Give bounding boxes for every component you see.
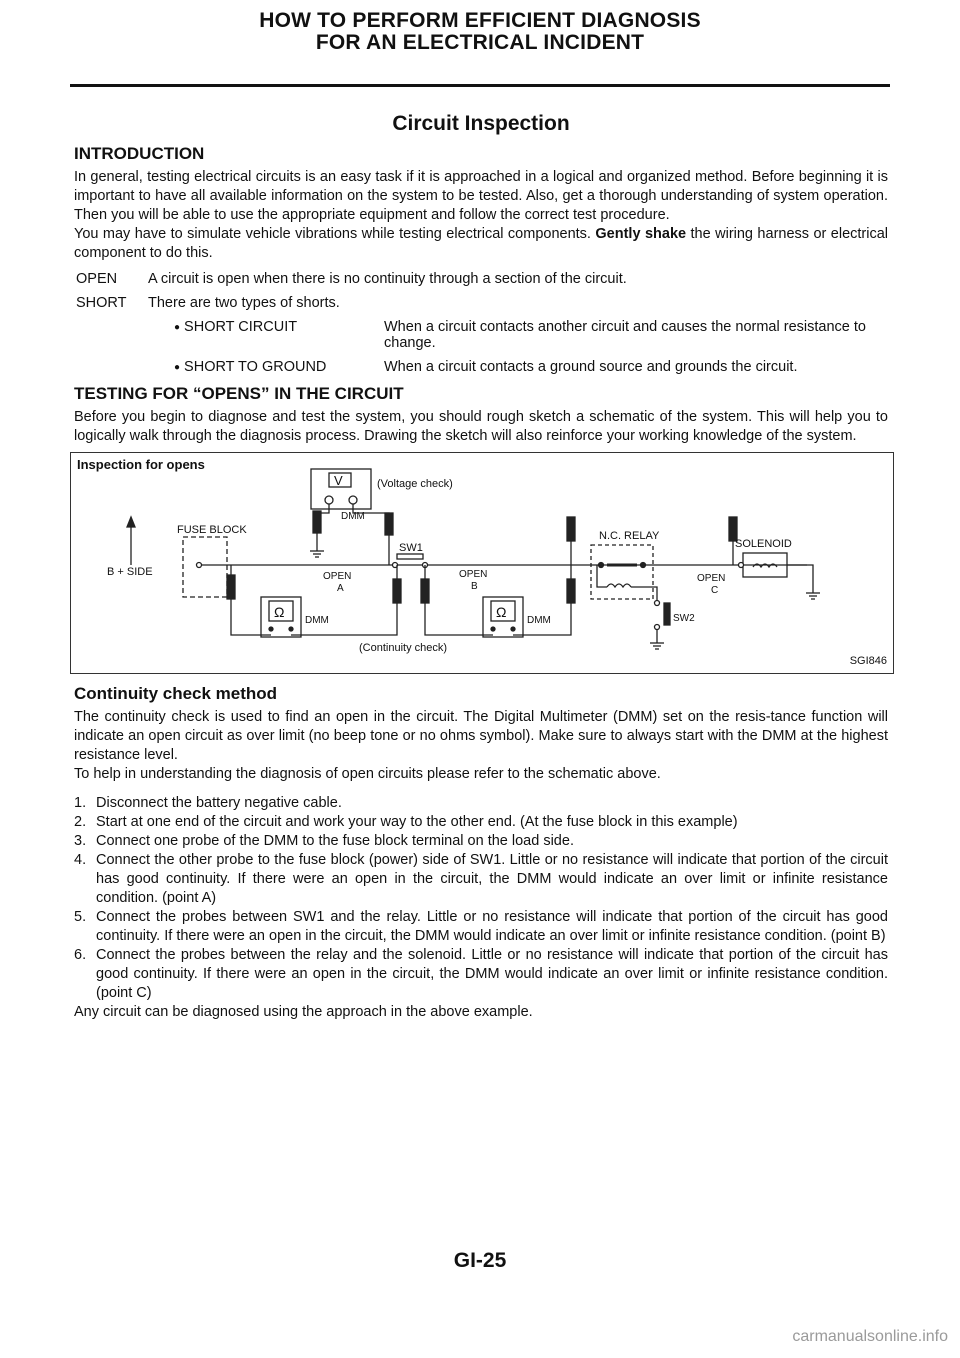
continuity-1-left-lead xyxy=(231,565,271,635)
short-circuit-term: ● SHORT CIRCUIT xyxy=(174,319,384,351)
open-description: A circuit is open when there is no continuity through a section of the circuit. xyxy=(148,271,627,287)
sw1-label: SW1 xyxy=(399,542,423,554)
relay-label: N.C. RELAY xyxy=(599,530,660,542)
testing-opens-paragraph: Before you begin to diagnose and test the system, you should rough sketch a schematic of the system. This will help you to logically walk through the diagnosis process. Drawing the sketch will also reinforce your working knowledge of the system. xyxy=(74,409,888,444)
section-title: Circuit Inspection xyxy=(392,112,570,135)
open-b-label: OPEN xyxy=(459,569,488,580)
relay-input-probe xyxy=(567,517,575,541)
page-number: GI-25 xyxy=(453,1249,507,1272)
page-content xyxy=(74,106,888,1022)
header-line-1: HOW TO PERFORM EFFICIENT DIAGNOSIS xyxy=(259,9,701,32)
sw2-label: SW2 xyxy=(673,613,695,624)
voltage-plus-probe xyxy=(385,513,393,535)
step-number: 6. xyxy=(74,947,87,963)
voltage-check-label: (Voltage check) xyxy=(377,478,453,490)
point-a-label: A xyxy=(337,583,344,594)
point-b-label: B xyxy=(471,581,478,592)
short-circuit-description: When a circuit contacts another circuit and causes the normal resistance to change. xyxy=(384,319,866,351)
inspection-for-opens-figure xyxy=(70,452,894,674)
shake-text-bold: Gently shake xyxy=(595,226,687,242)
fuse-block xyxy=(183,537,227,597)
continuity-heading: Continuity check method xyxy=(74,684,278,703)
open-term: OPEN xyxy=(76,271,118,287)
sw2-contact xyxy=(664,603,670,625)
plus-terminal-icon xyxy=(349,496,357,504)
step-text: Connect one probe of the DMM to the fuse block terminal on the load side. xyxy=(96,833,574,849)
minus-terminal-icon xyxy=(325,496,333,504)
voltage-plus-lead xyxy=(353,504,389,565)
step-number: 4. xyxy=(74,852,87,868)
fuse-terminal xyxy=(197,563,202,568)
continuity-dmm-1-label: DMM xyxy=(305,615,329,626)
definitions xyxy=(76,271,888,376)
voltage-minus-probe xyxy=(313,511,321,533)
step-number: 1. xyxy=(74,795,87,811)
step-text: Connect the probes between the relay and the solenoid. Little or no resistance will indicate that portion of the circuit has good continuity. If there were an open in the circuit, the DMM would indicate an over limit or infinite resistance condition. (point C) xyxy=(96,947,888,1001)
introduction-heading: INTRODUCTION xyxy=(74,144,205,163)
continuity-1-left-probe xyxy=(227,575,235,599)
step-text: Connect the other probe to the fuse block (power) side of SW1. Little or no resistance will indicate that portion of the circuit has good continuity. If there were an open in the circuit, the DMM would indicate an over limit or infinite resistance condition. (point A) xyxy=(96,852,888,906)
continuity-reference-paragraph: To help in understanding the diagnosis of open circuits please refer to the schematic above. xyxy=(74,766,661,782)
ohm-symbol-1: Ω xyxy=(274,604,285,620)
procedure-steps xyxy=(74,794,888,1022)
continuity-2-right-probe xyxy=(567,579,575,603)
open-a-label: OPEN xyxy=(323,571,352,582)
short-to-ground-term: ● SHORT TO GROUND xyxy=(174,359,384,376)
figure-title: Inspection for opens xyxy=(77,457,205,472)
continuity-1-right-probe xyxy=(393,579,401,603)
sw1-switch xyxy=(397,554,423,559)
step-item xyxy=(74,946,888,1003)
ohm-symbol-2: Ω xyxy=(496,604,507,620)
watermark: carmanualsonline.info xyxy=(792,1328,948,1345)
page-header xyxy=(70,10,890,54)
open-c-label: OPEN xyxy=(697,573,726,584)
shake-paragraph xyxy=(74,225,888,263)
short-to-ground-description: When a circuit contacts a ground source and grounds the circuit. xyxy=(384,359,798,375)
continuity-2-left-probe xyxy=(421,579,429,603)
short-term: SHORT xyxy=(76,295,127,311)
circuit-schematic xyxy=(71,453,893,673)
definition-short xyxy=(76,295,888,311)
relay-coil-icon xyxy=(607,584,631,587)
b-plus-arrow-icon xyxy=(127,517,135,527)
closing-paragraph: Any circuit can be diagnosed using the approach in the above example. xyxy=(74,1004,533,1020)
step-text: Start at one end of the circuit and work your way to the other end. (At the fuse block in this example) xyxy=(96,814,738,830)
continuity-dmm-2-label: DMM xyxy=(527,615,551,626)
step-text: Connect the probes between SW1 and the relay. Little or no resistance will indicate that portion of the circuit has good continuity. If there were an open in the circuit, the DMM would indicate an over limit or infinite resistance condition. (point B) xyxy=(96,909,888,944)
step-item xyxy=(74,813,888,832)
sw2-terminal-a xyxy=(655,601,660,606)
step-number: 2. xyxy=(74,814,87,830)
shake-text-end: the wiring harness or electrical component to do this. xyxy=(74,226,889,261)
voltage-v-symbol: V xyxy=(334,473,343,488)
figure-code: SGI846 xyxy=(849,655,887,667)
definition-short-circuit xyxy=(174,319,888,351)
b-plus-side-label: B + SIDE xyxy=(107,566,153,578)
solenoid-label: SOLENOID xyxy=(735,538,792,550)
continuity-paragraph: The continuity check is used to find an open in the circuit. The Digital Multimeter (DMM) set on the resis-tance function will indicate an open circuit as over limit (no beep tone or no ohms symbol). Make sure to always start with the DMM at the highest resistance level. xyxy=(74,709,888,763)
introduction-paragraph: In general, testing electrical circuits is an easy task if it is approached in a logical and organized method. Before beginning it is important to have all available information on the system to be tested. Also, get a thorough understanding of system operation. Then you will be able to use the appropriate equipment and follow the correct test procedure. xyxy=(74,169,888,223)
relay-housing xyxy=(591,545,653,599)
point-c-label: C xyxy=(711,585,719,596)
shake-text-start: You may have to simulate vehicle vibrations while testing electrical components. xyxy=(74,226,596,242)
step-item xyxy=(74,908,888,946)
step-number: 3. xyxy=(74,833,87,849)
sw2-terminal-b xyxy=(655,625,660,630)
continuity-check-label: (Continuity check) xyxy=(359,642,448,654)
header-rule xyxy=(70,84,890,87)
step-item xyxy=(74,832,888,851)
header-line-2: FOR AN ELECTRICAL INCIDENT xyxy=(315,31,645,54)
voltage-dmm-label: DMM xyxy=(341,511,365,522)
step-item xyxy=(74,794,888,813)
testing-opens-heading: TESTING FOR “OPENS” IN THE CIRCUIT xyxy=(74,384,404,403)
fuse-block-label: FUSE BLOCK xyxy=(177,524,247,536)
definition-short-to-ground xyxy=(174,359,888,376)
step-item xyxy=(74,851,888,908)
definition-open xyxy=(76,271,888,287)
solenoid-ground-lead xyxy=(787,565,813,593)
short-description: There are two types of shorts. xyxy=(148,295,340,311)
step-text: Disconnect the battery negative cable. xyxy=(96,795,342,811)
step-number: 5. xyxy=(74,909,87,925)
